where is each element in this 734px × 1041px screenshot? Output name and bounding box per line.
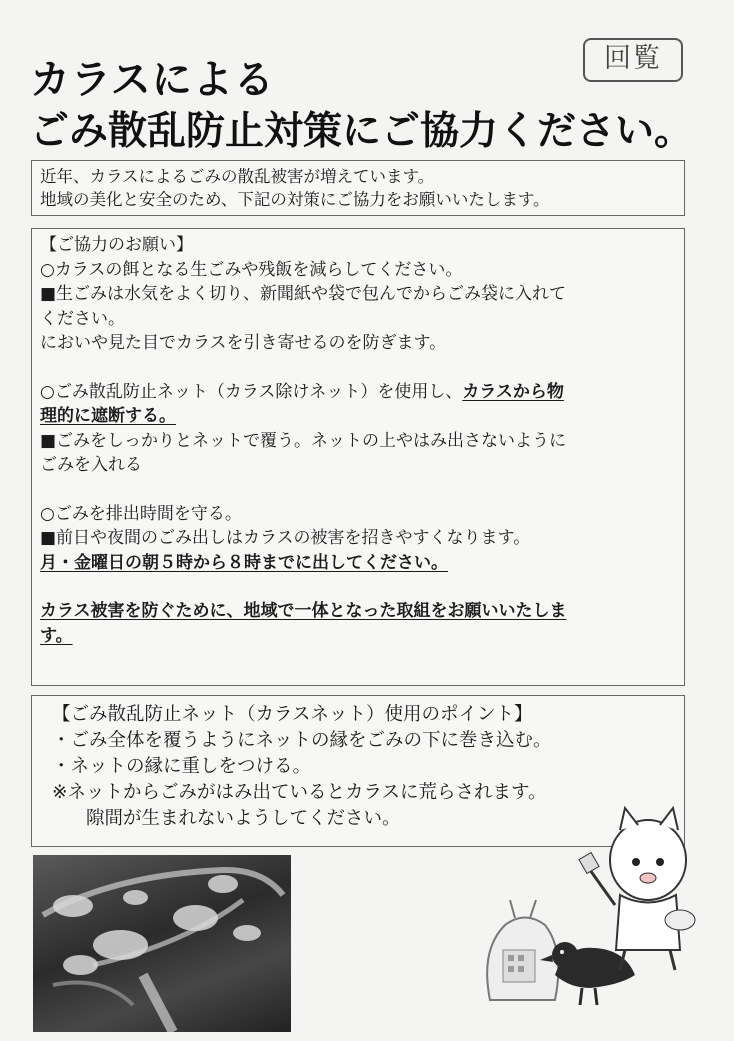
intro-line-1: 近年、カラスによるごみの散乱被害が増えています。 [40, 167, 435, 186]
request-1-detail-3: においや見た目でカラスを引き寄せるのを防ぎます。 [40, 333, 447, 353]
points-heading: 【ごみ散乱防止ネット（カラスネット）使用のポイント】 [52, 704, 533, 725]
page-title-line1: カラスによる [30, 57, 275, 103]
garbage-bag-icon [487, 900, 558, 1000]
points-note-1: ※ネットからごみがはみ出ているとカラスに荒らされます。 [52, 782, 547, 803]
circulation-stamp: 回覧 [583, 38, 683, 82]
request-1-detail-2: ください。 [40, 308, 125, 329]
request-2-emphasis: カラスから物 [462, 381, 564, 402]
point-1: ・ごみ全体を覆うようにネットの縁をごみの下に巻き込む。 [52, 730, 552, 751]
intro-box [31, 160, 685, 216]
request-2-detail-1: ■ごみをしっかりとネットで覆う。ネットの上やはみ出さないように [40, 430, 567, 451]
intro-line-2: 地域の美化と安全のため、下記の対策にご協力をお願いいたします。 [40, 190, 550, 209]
request-2-detail-2: ごみを入れる [40, 455, 142, 475]
page-title-line2: ごみ散乱防止対策にご協力ください。 [30, 109, 694, 154]
photo-illustration [33, 855, 291, 1032]
request-2-emphasis-cont: 理的に遮断する。 [40, 406, 176, 426]
request-2-main-text: ○ごみ散乱防止ネット（カラス除けネット）を使用し、 [40, 381, 463, 402]
request-1-detail-1: ■生ごみは水気をよく切り、新聞紙や袋で包んでからごみ袋に入れて [40, 284, 567, 304]
mascot-character-icon [579, 808, 695, 970]
closing-line-1: カラス被害を防ぐために、地域で一体となった取組をお願いいたしま [40, 601, 567, 621]
request-1-main: ○カラスの餌となる生ごみや残飯を減らしてください。 [40, 259, 463, 280]
scattered-garbage-photo [33, 855, 291, 1032]
requests-heading: 【ご協力のお願い】 [40, 235, 193, 255]
mascot-crow-illustration [470, 800, 705, 1035]
request-2-main [40, 380, 676, 405]
closing-line-2: す。 [40, 625, 73, 646]
requests-box [31, 228, 685, 686]
points-note-2: 隙間が生まれないようしてください。 [86, 808, 401, 829]
request-3-main: ○ごみを排出時間を守る。 [40, 503, 242, 524]
request-3-schedule: 月・金曜日の朝５時から８時までに出してください。 [40, 552, 448, 573]
point-2: ・ネットの縁に重しをつける。 [52, 756, 312, 777]
request-3-detail-1: ■前日や夜間のごみ出しはカラスの被害を招きやすくなります。 [40, 528, 531, 548]
